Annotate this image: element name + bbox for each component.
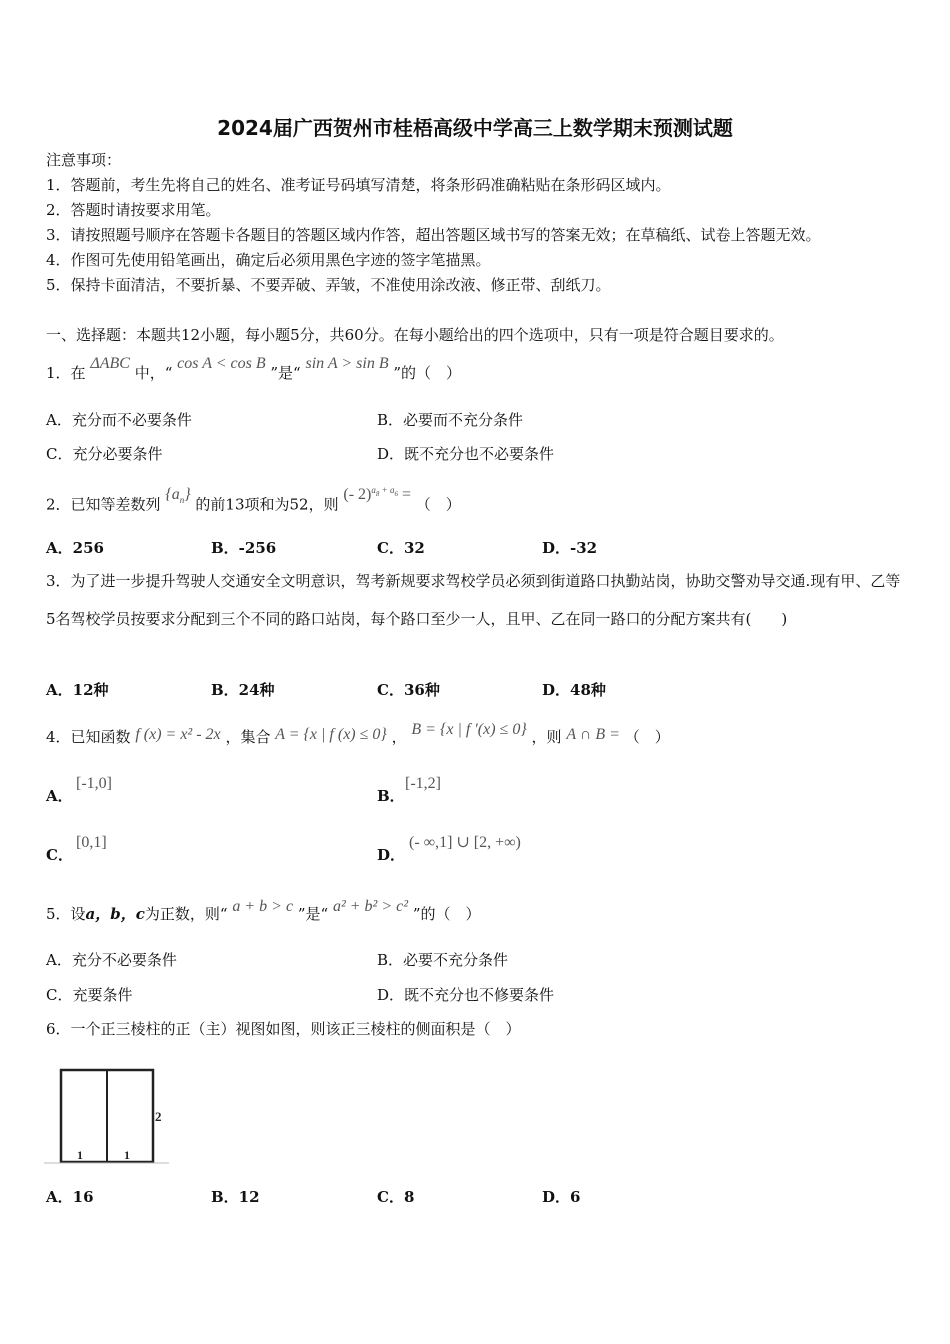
figure-label-bottom-left: 1 <box>77 1148 83 1162</box>
notice-item-5: 5．保持卡面清洁，不要折暴、不要弄破、弄皱，不准使用涂改液、修正带、刮纸刀。 <box>46 276 611 294</box>
q5-sum-formula: a + b > c <box>232 898 294 915</box>
q2-power-formula: (- 2)$^{a_8 + a_6}$ = <box>343 485 411 504</box>
q4-set-a-formula: A = {x | f (x) ≤ 0} <box>275 726 387 743</box>
q1-option-c[interactable]: C．充分必要条件 <box>46 445 163 463</box>
q1-option-d[interactable]: D．既不充分也不必要条件 <box>377 445 555 463</box>
q4-option-d-value: (- ∞,1] ∪ [2, +∞) <box>409 834 521 851</box>
notice-heading: 注意事项： <box>46 151 122 169</box>
page-title: 2024届广西贺州市桂梧高级中学高三上数学期末预测试题 <box>217 116 733 140</box>
q2-option-a[interactable]: A．256 <box>46 539 104 557</box>
q5-square-formula: a² + b² > c² <box>332 898 409 915</box>
q2-text-2: 的前13项和为52，则 <box>195 495 339 514</box>
q5-text-1: 5．设 <box>46 905 86 923</box>
q1-option-b[interactable]: B．必要而不充分条件 <box>377 411 524 429</box>
q4-text-3: ， <box>391 728 407 746</box>
q1-number: 1．在 <box>46 364 86 382</box>
notice-item-2: 2．答题时请按要求用笔。 <box>46 201 221 219</box>
notice-item-4: 4．作图可先使用铅笔画出，确定后必须用黑色字迹的签字笔描黑。 <box>46 251 491 269</box>
q5-text-4: ”的（ ） <box>412 905 481 923</box>
q4-text-5: （ ） <box>624 728 670 746</box>
q5-option-d[interactable]: D．既不充分也不修要条件 <box>377 986 555 1004</box>
q1-text-2: ”是“ <box>270 364 301 382</box>
q2-text-3: （ ） <box>415 495 461 514</box>
q4-option-c[interactable]: C． [0,1] <box>46 834 107 864</box>
q5-option-c[interactable]: C．充要条件 <box>46 986 133 1004</box>
q1-triangle-formula: ΔABC <box>90 355 130 372</box>
q4-function-formula: f (x) = x² - 2x <box>135 726 221 743</box>
section-heading: 一、选择题：本题共12小题，每小题5分，共60分。在每小题给出的四个选项中，只有一项是符合题目要求的。 <box>46 326 784 344</box>
question-4 <box>46 721 670 748</box>
q3-option-c[interactable]: C．36种 <box>377 681 440 699</box>
question-1 <box>46 355 462 384</box>
question-3: 3．为了进一步提升驾驶人交通安全文明意识，驾考新规要求驾校学员必须到街道路口执勤站岗，协助交警劝导交通.现有甲、乙等5名驾校学员按要求分配到三个不同的路口站岗，每个路口至少一人，且甲、乙在同一路口的分配方案共有( ) <box>46 572 901 628</box>
q1-option-a[interactable]: A．充分而不必要条件 <box>46 411 192 429</box>
q1-text-1: 中，“ <box>134 364 173 382</box>
q5-variables: a，b，c <box>85 905 145 923</box>
notice-item-1: 1．答题前，考生先将自己的姓名、准考证号码填写清楚，将条形码准确粘贴在条形码区域内。 <box>46 176 671 194</box>
q4-text-2: ，集合 <box>225 728 271 746</box>
q3-option-b[interactable]: B．24种 <box>211 681 275 699</box>
q2-option-b[interactable]: B．-256 <box>211 539 277 557</box>
q4-option-b-value: [-1,2] <box>405 775 441 792</box>
q4-option-d[interactable]: D． (- ∞,1] ∪ [2, +∞) <box>377 834 521 864</box>
q4-option-a[interactable]: A． [-1,0] <box>46 775 112 805</box>
q6-option-c[interactable]: C．8 <box>377 1188 415 1206</box>
q2-option-c[interactable]: C．32 <box>377 539 425 557</box>
q5-option-b[interactable]: B．必要不充分条件 <box>377 951 509 969</box>
q4-text-1: 4．已知函数 <box>46 728 131 746</box>
q3-option-a[interactable]: A．12种 <box>46 681 109 699</box>
q6-option-b[interactable]: B．12 <box>211 1188 260 1206</box>
q2-sequence-formula: $\{a_n\}$ <box>165 486 191 506</box>
question-5 <box>46 898 481 925</box>
q6-option-a[interactable]: A．16 <box>46 1188 94 1206</box>
question-2 <box>46 485 461 521</box>
prism-front-view-figure <box>44 1058 174 1170</box>
q1-text-3: ”的（ ） <box>393 364 462 382</box>
q3-option-d[interactable]: D．48种 <box>542 681 606 699</box>
q2-text-1: 2．已知等差数列 <box>46 495 161 514</box>
q4-option-a-value: [-1,0] <box>76 775 112 792</box>
q4-text-4: ，则 <box>531 728 562 746</box>
figure-label-bottom-right: 1 <box>124 1148 130 1162</box>
question-6: 6．一个正三棱柱的正（主）视图如图，则该正三棱柱的侧面积是（ ） <box>46 1020 521 1038</box>
q5-text-3: ”是“ <box>297 905 329 923</box>
q5-text-2: 为正数，则“ <box>144 905 228 923</box>
q6-option-d[interactable]: D．6 <box>542 1188 581 1206</box>
figure-label-height: 2 <box>155 1109 162 1124</box>
notice-item-3: 3．请按照题号顺序在答题卡各题目的答题区域内作答，超出答题区域书写的答案无效；在草稿纸、试卷上答题无效。 <box>46 226 821 244</box>
q4-set-b-formula: B = {x | f ′(x) ≤ 0} <box>411 721 527 738</box>
q1-sin-formula: sin A > sin B <box>305 355 389 372</box>
q5-option-a[interactable]: A．充分不必要条件 <box>46 951 177 969</box>
q1-cos-formula: cos A < cos B <box>177 355 266 372</box>
q4-option-b[interactable]: B． [-1,2] <box>377 775 441 805</box>
q4-intersection-formula: A ∩ B = <box>566 726 620 743</box>
q2-option-d[interactable]: D．-32 <box>542 539 598 557</box>
q4-option-c-value: [0,1] <box>76 834 107 851</box>
